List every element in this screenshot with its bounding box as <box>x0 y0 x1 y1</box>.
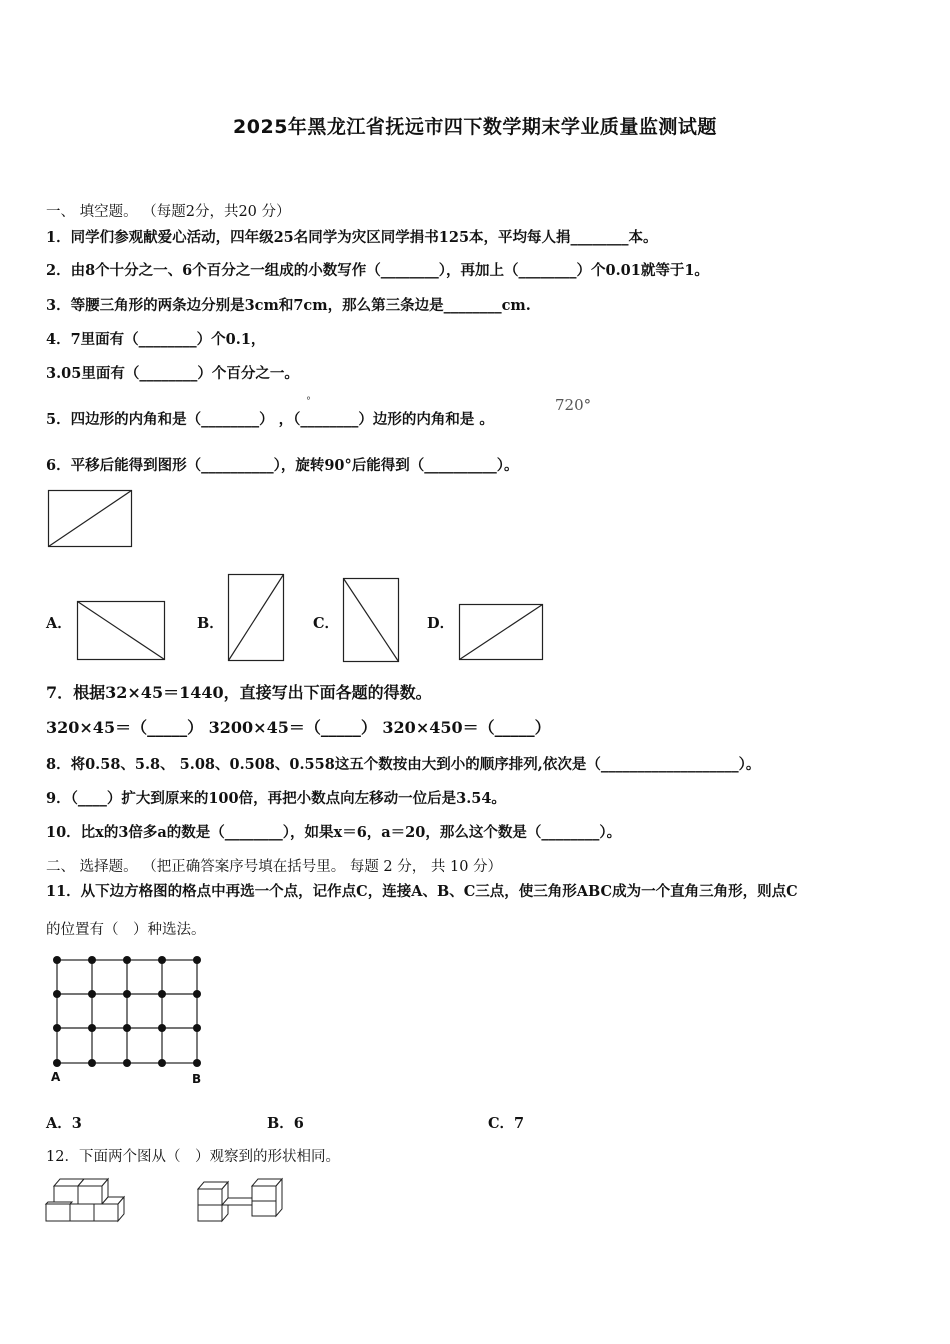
question-4b: 3.05里面有（________）个百分之一。 <box>46 365 299 382</box>
q11-option-c: C．7 <box>488 1115 525 1132</box>
question-7: 7．根据32×45＝1440，直接写出下面各题的得数。 <box>46 683 432 702</box>
question-5: 5．四边形的内角和是（________） ，（________）边形的内角和是 。 <box>46 411 494 428</box>
point-b-label: B <box>192 1072 202 1086</box>
grid-dot <box>53 1024 61 1032</box>
question-10: 10．比x的3倍多a的数是（________），如果x＝6，a＝20，那么这个数是（________）。 <box>46 824 622 841</box>
section-2-heading: 二、 选择题。 （把正确答案序号填在括号里。 每题 2 分， 共 10 分） <box>46 859 503 875</box>
question-11a: 11．从下边方格图的格点中再选一个点，记作点C，连接A、B、C三点，使三角形ABC成为一个直角三角形，则点C <box>46 883 798 900</box>
grid-dot <box>193 990 201 998</box>
q6-option-c-label: C． <box>313 615 340 632</box>
grid-dot <box>53 956 61 964</box>
q11-option-b: B．6 <box>267 1115 304 1132</box>
point-a-label: A <box>51 1070 61 1084</box>
section-1-heading: 一、 填空题。 （每题2分，共20 分） <box>46 204 291 220</box>
grid-dot <box>53 990 61 998</box>
question-2: 2．由8个十分之一、6个百分之一组成的小数写作（________），再加上（________）个0.01就等于1。 <box>46 262 709 279</box>
q6-option-b-label: B． <box>197 615 224 632</box>
question-7-items: 320×45＝（_____） 3200×45＝（_____） 320×450＝（_____） <box>46 718 551 737</box>
q12-figure-1 <box>44 1176 128 1226</box>
q6-option-d-figure <box>459 604 545 662</box>
grid-dot <box>193 1024 201 1032</box>
grid-dot <box>123 1059 131 1067</box>
question-8: 8．将0.58、5.8、 5.08、0.508、0.558这五个数按由大到小的顺序排列,依次是（___________________）。 <box>46 756 761 773</box>
grid-dot <box>158 1024 166 1032</box>
grid-dot <box>88 1059 96 1067</box>
q6-option-a-label: A． <box>46 615 72 632</box>
q11-option-a: A．3 <box>46 1115 82 1132</box>
q6-original-figure <box>48 490 133 548</box>
q11-dot-grid <box>45 950 215 1090</box>
degree-720: 720° <box>555 396 592 414</box>
degree-mark: ° <box>306 396 311 407</box>
grid-dot <box>193 956 201 964</box>
grid-dot <box>123 1024 131 1032</box>
grid-dot <box>88 1024 96 1032</box>
grid-dot <box>88 956 96 964</box>
question-9: 9．（____）扩大到原来的100倍，再把小数点向左移动一位后是3.54。 <box>46 790 506 807</box>
q6-option-c-figure <box>343 578 401 664</box>
question-6: 6．平移后能得到图形（__________），旋转90°后能得到（__________）。 <box>46 457 519 474</box>
question-12: 12．下面两个图从（ ）观察到的形状相同。 <box>46 1149 340 1165</box>
question-11b: 的位置有（ ）种选法。 <box>46 922 206 938</box>
q6-option-a-figure <box>77 601 167 663</box>
page-title: 2025年黑龙江省抚远市四下数学期末学业质量监测试题 <box>233 116 717 138</box>
q6-option-d-label: D． <box>427 615 455 632</box>
grid-dot <box>88 990 96 998</box>
grid-dot <box>53 1059 61 1067</box>
grid-dot <box>158 990 166 998</box>
grid-dot <box>158 956 166 964</box>
q6-option-b-figure <box>228 574 286 664</box>
grid-dot <box>193 1059 201 1067</box>
grid-dot <box>123 956 131 964</box>
q12-figure-2 <box>196 1176 288 1226</box>
grid-dot <box>123 990 131 998</box>
grid-dot <box>158 1059 166 1067</box>
question-4a: 4．7里面有（________）个0.1， <box>46 331 266 348</box>
question-3: 3．等腰三角形的两条边分别是3cm和7cm，那么第三条边是________cm. <box>46 297 531 314</box>
question-1: 1．同学们参观献爱心活动，四年级25名同学为灾区同学捐书125本，平均每人捐________本。 <box>46 229 658 246</box>
